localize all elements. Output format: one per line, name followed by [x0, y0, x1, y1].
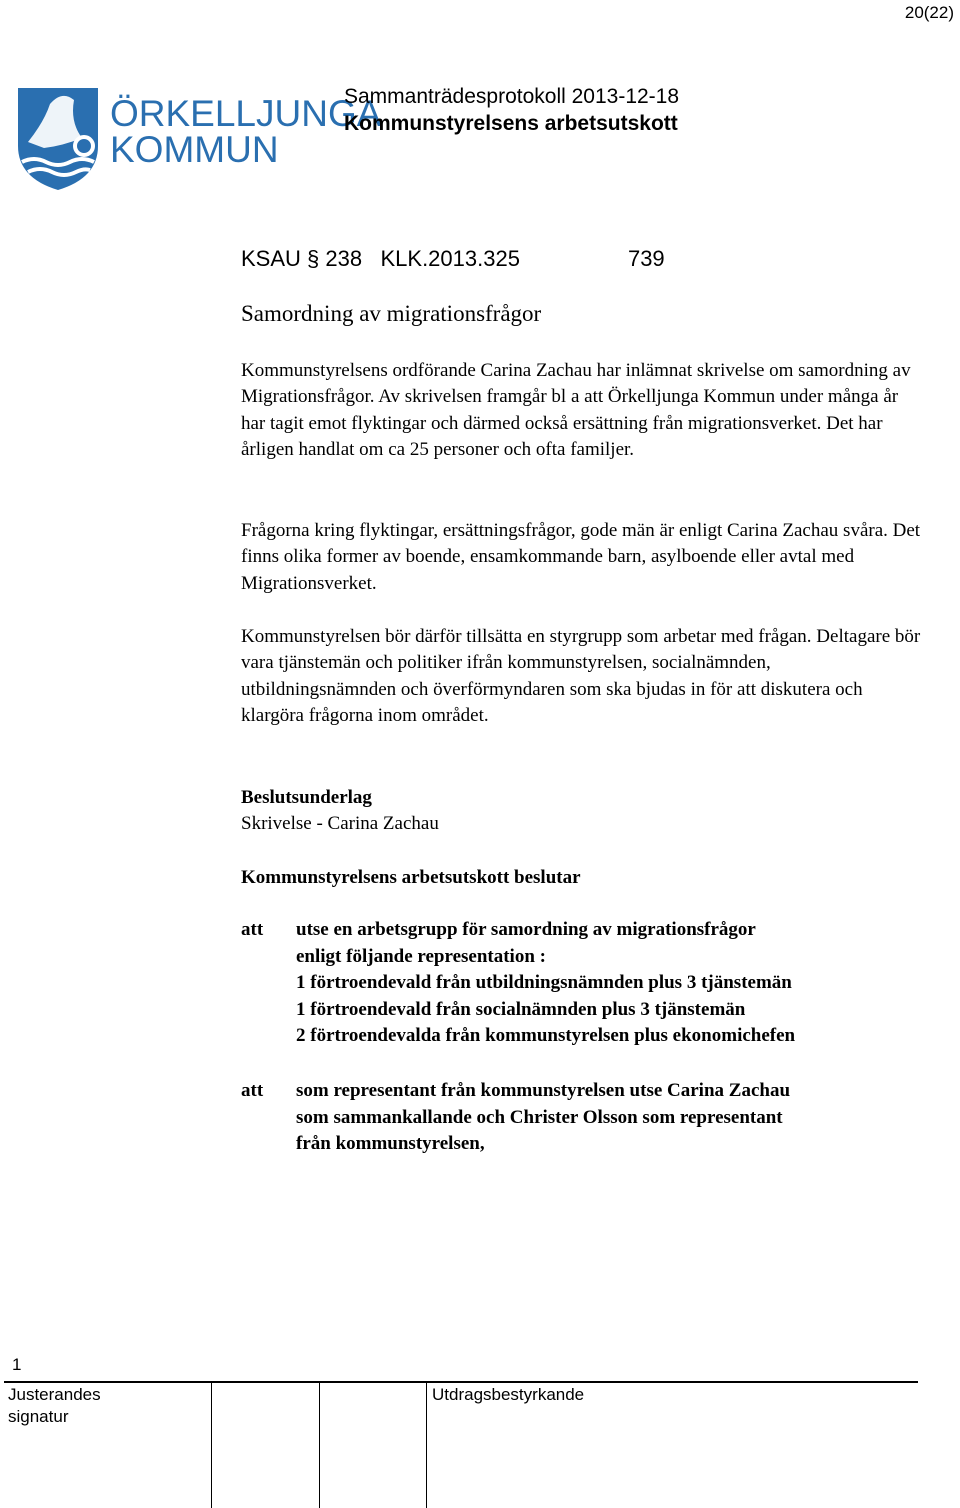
paragraph-sign: §: [307, 246, 320, 271]
decision-line: från kommunstyrelsen,: [296, 1133, 485, 1154]
decision-text: [296, 917, 936, 1050]
decision-line: enligt följande representation :: [296, 945, 546, 967]
body-paragraph: Kommunstyrelsens ordförande Carina Zachau har inlämnat skrivelse om samordning av Migrationsfrågor. Av skrivelsen framgår bl a att Örkelljunga Kommun under många år har tagit emot flyktingar och därmed också ersättning från migrationsverket. Det har årligen handlat om ca 25 personer och ofta familjer.: [241, 360, 911, 461]
coat-of-arms-icon: [14, 82, 382, 192]
footer-divider: [4, 1381, 918, 1383]
basis-heading: Beslutsunderlag: [241, 787, 372, 808]
decision-label: att: [241, 919, 264, 940]
decision-heading: Kommunstyrelsens arbetsutskott beslutar: [241, 867, 581, 888]
case-number: KLK.2013.325: [380, 246, 520, 271]
header-title: Sammanträdesprotokoll 2013-12-18: [344, 85, 680, 108]
logo-name: ÖRKELLJUNGA: [110, 93, 382, 134]
decision-line: 1 förtroendevald från utbildningsnämnden plus 3 tjänstemän: [296, 972, 792, 993]
body-paragraph: Kommunstyrelsen bör därför tillsätta en styrgrupp som arbetar med frågan. Deltagare bör vara tjänstemän och politiker ifrån kommunstyrelsen, socialnämnden, utbildningsnämnden och överförmyndaren som ska bjudas in för att diskutera och klargöra frågorna inom området.: [241, 626, 921, 727]
logo-subname: KOMMUN: [110, 129, 279, 170]
decision-line: 1 förtroendevald från socialnämnden plus 3 tjänstemän: [296, 998, 746, 1020]
ksau-label: KSAU: [241, 246, 301, 271]
decision-line: som representant från kommunstyrelsen utse Carina Zachau: [296, 1080, 791, 1101]
body-paragraph: Frågorna kring flyktingar, ersättningsfrågor, gode män är enligt Carina Zachau svåra. Det finns olika former av boende, ensamkommande barn, asylboende eller avtal med Migrationsverket.: [241, 520, 921, 594]
page-number: 20(22): [904, 3, 954, 22]
decision-label: att: [241, 1080, 264, 1101]
document-number: 739: [627, 246, 665, 271]
header-subtitle: Kommunstyrelsens arbetsutskott: [344, 112, 678, 135]
signature-label: Justerandes signatur: [8, 1385, 101, 1426]
footer-cell-divider: [426, 1381, 427, 1508]
footer-number: 1: [12, 1355, 22, 1374]
decision-line: 2 förtroendevalda från kommunstyrelsen plus ekonomichefen: [296, 1025, 796, 1046]
footer-cell-divider: [319, 1381, 320, 1508]
footer-cell-divider: [211, 1381, 212, 1508]
decision-text: [296, 1078, 936, 1158]
reference-line: [241, 245, 665, 273]
municipality-logo: [14, 82, 382, 192]
paragraph-number: 238: [325, 246, 363, 271]
decision-line: utse en arbetsgrupp för samordning av migrationsfrågor: [296, 919, 756, 940]
basis-text: Skrivelse - Carina Zachau: [241, 813, 439, 834]
section-title: Samordning av migrationsfrågor: [241, 301, 542, 326]
decision-line: som sammankallande och Christer Olsson som representant: [296, 1106, 783, 1128]
certification-label: Utdragsbestyrkande: [432, 1385, 585, 1404]
